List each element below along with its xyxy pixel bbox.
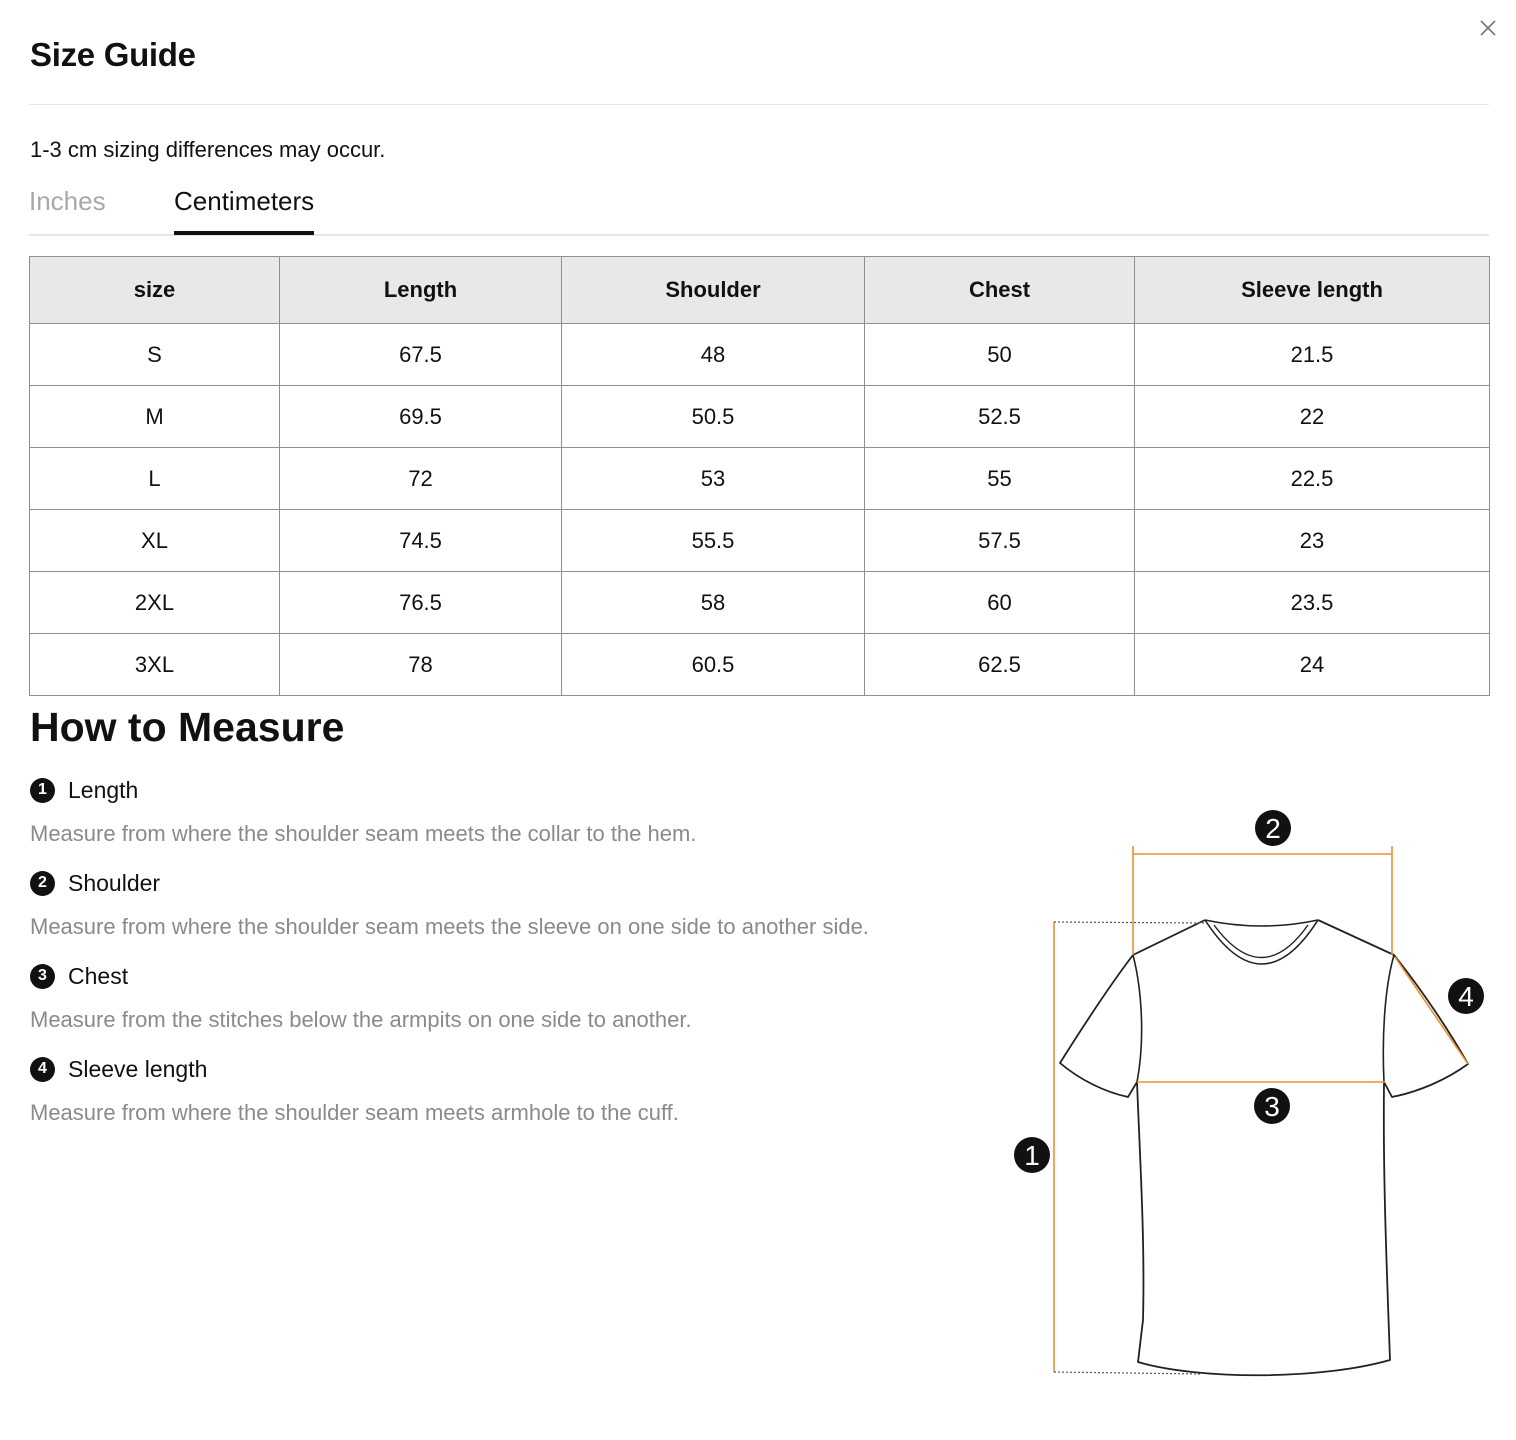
modal-title: Size Guide — [30, 36, 196, 73]
measure-list — [30, 775, 990, 1147]
marker-4 — [1448, 978, 1484, 1014]
cell-chest: 50 — [865, 324, 1135, 386]
cell-length: 72 — [280, 448, 562, 510]
cell-length: 69.5 — [280, 386, 562, 448]
number-badge: 1 — [30, 778, 55, 803]
number-badge: 3 — [30, 964, 55, 989]
measure-name: Length — [68, 776, 139, 803]
size-table — [29, 256, 1490, 696]
header-sleeve-length: Sleeve length — [1135, 257, 1490, 324]
marker-2 — [1255, 810, 1291, 846]
cell-chest: 57.5 — [865, 510, 1135, 572]
cell-size: 3XL — [30, 634, 280, 696]
tab-inches[interactable]: Inches — [29, 186, 106, 216]
cell-sleeve-length: 22.5 — [1135, 448, 1490, 510]
marker-3 — [1254, 1088, 1290, 1124]
number-badge: 4 — [30, 1057, 55, 1082]
svg-text:3: 3 — [1264, 1091, 1280, 1122]
close-icon — [1476, 16, 1500, 40]
cell-chest: 55 — [865, 448, 1135, 510]
measure-item-chest — [30, 961, 990, 1054]
cell-size: M — [30, 386, 280, 448]
number-badge: 2 — [30, 871, 55, 896]
cell-sleeve-length: 22 — [1135, 386, 1490, 448]
cell-length: 76.5 — [280, 572, 562, 634]
table-header-row — [30, 257, 1490, 324]
cell-shoulder: 58 — [562, 572, 865, 634]
measure-description: Measure from the stitches below the armpits on one side to another. — [30, 1007, 692, 1032]
measure-item-shoulder — [30, 868, 990, 961]
table-row — [30, 572, 1490, 634]
cell-sleeve-length: 23.5 — [1135, 572, 1490, 634]
cell-length: 67.5 — [280, 324, 562, 386]
cell-shoulder: 53 — [562, 448, 865, 510]
table-row — [30, 634, 1490, 696]
cell-size: XL — [30, 510, 280, 572]
measure-description: Measure from where the shoulder seam meets the collar to the hem. — [30, 821, 697, 846]
table-row — [30, 448, 1490, 510]
svg-text:2: 2 — [1265, 813, 1281, 844]
how-to-measure-title: How to Measure — [30, 704, 345, 750]
cell-shoulder: 48 — [562, 324, 865, 386]
cell-shoulder: 55.5 — [562, 510, 865, 572]
close-button[interactable] — [1476, 16, 1500, 40]
measure-item-sleeve-length — [30, 1054, 990, 1147]
header-divider — [29, 104, 1489, 105]
table-row — [30, 386, 1490, 448]
sizing-note: 1-3 cm sizing differences may occur. — [30, 137, 386, 162]
measure-description: Measure from where the shoulder seam meets armhole to the cuff. — [30, 1100, 679, 1125]
table-row — [30, 324, 1490, 386]
unit-tabs — [29, 180, 1489, 236]
header-length: Length — [280, 257, 562, 324]
tshirt-icon — [1000, 800, 1500, 1390]
cell-size: S — [30, 324, 280, 386]
cell-sleeve-length: 24 — [1135, 634, 1490, 696]
cell-chest: 52.5 — [865, 386, 1135, 448]
cell-size: L — [30, 448, 280, 510]
cell-length: 78 — [280, 634, 562, 696]
header-shoulder: Shoulder — [562, 257, 865, 324]
measure-name: Chest — [68, 962, 129, 989]
table-row — [30, 510, 1490, 572]
svg-text:1: 1 — [1024, 1140, 1040, 1171]
cell-size: 2XL — [30, 572, 280, 634]
svg-text:4: 4 — [1458, 981, 1474, 1012]
tab-centimeters[interactable]: Centimeters — [174, 186, 314, 235]
cell-chest: 60 — [865, 572, 1135, 634]
header-chest: Chest — [865, 257, 1135, 324]
measure-name: Shoulder — [68, 869, 161, 896]
measure-item-length — [30, 775, 990, 868]
cell-shoulder: 50.5 — [562, 386, 865, 448]
marker-1 — [1014, 1137, 1050, 1173]
cell-sleeve-length: 23 — [1135, 510, 1490, 572]
cell-shoulder: 60.5 — [562, 634, 865, 696]
cell-sleeve-length: 21.5 — [1135, 324, 1490, 386]
measure-description: Measure from where the shoulder seam meets the sleeve on one side to another side. — [30, 914, 869, 939]
measure-name: Sleeve length — [68, 1055, 208, 1082]
tshirt-diagram — [1000, 800, 1500, 1390]
cell-length: 74.5 — [280, 510, 562, 572]
cell-chest: 62.5 — [865, 634, 1135, 696]
header-size: size — [30, 257, 280, 324]
